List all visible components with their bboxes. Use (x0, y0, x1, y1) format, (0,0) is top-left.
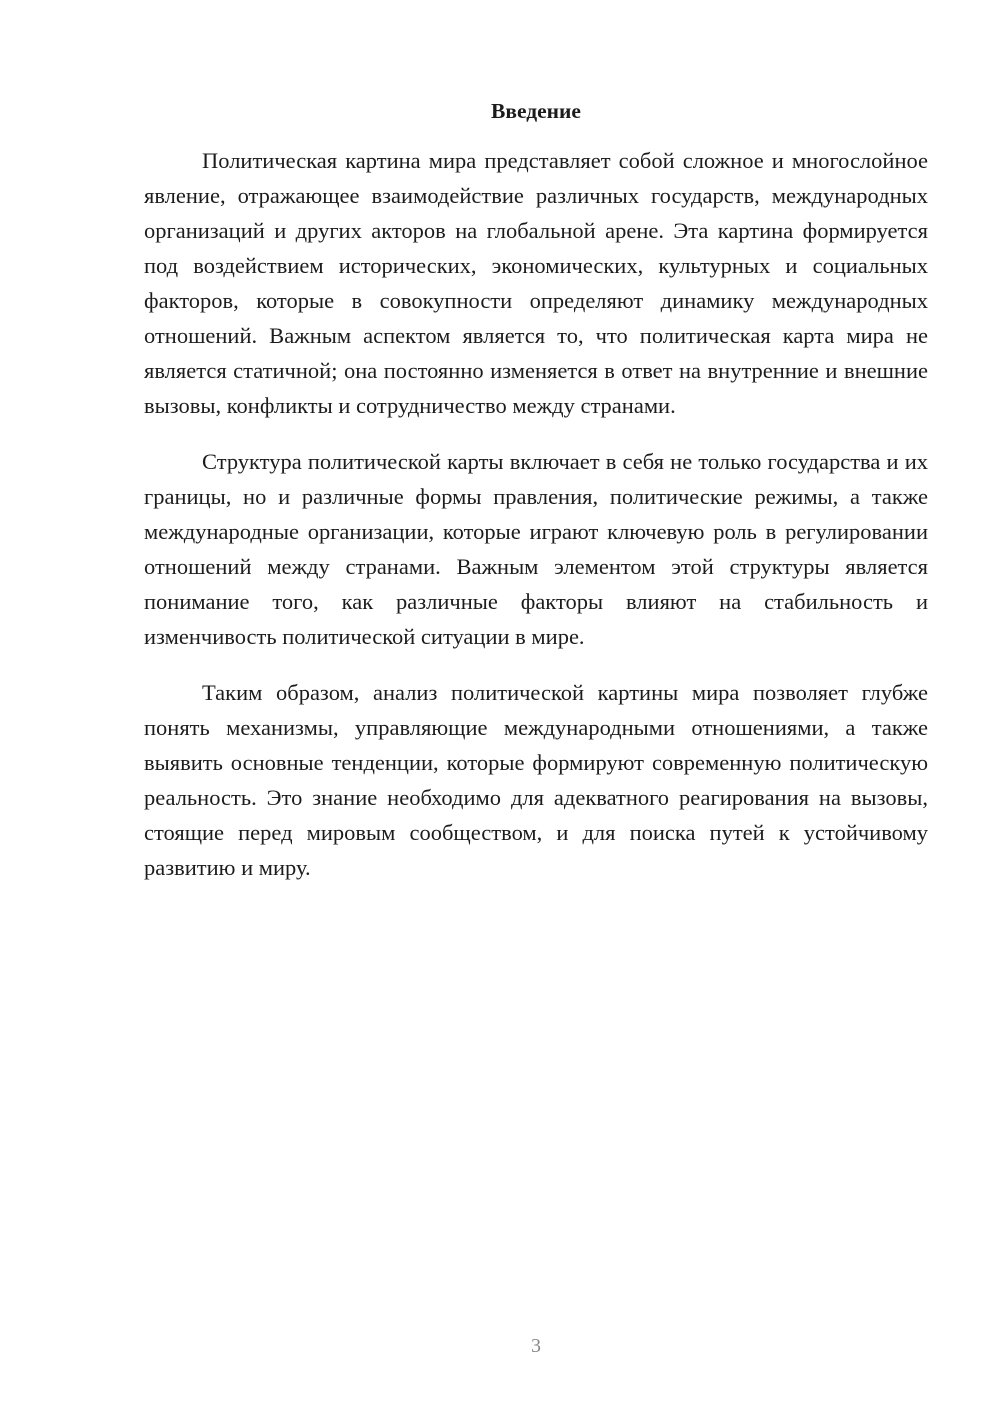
paragraph-2: Структура политической карты включает в себя не только государства и их границы, но и различные формы правления, политические режимы, а также международные организации, которые играют ключевую роль в регулировании отношений между странами. Важным элементом этой структуры является понимание того, как различные факторы влияют на стабильность и изменчивость политической ситуации в мире. (144, 449, 928, 649)
page-content (144, 96, 928, 885)
paragraph-1: Политическая картина мира представляет собой сложное и многослойное явление, отражающее взаимодействие различных государств, международных организаций и других акторов на глобальной арене. Эта картина формируется под воздействием исторических, экономических, культурных и социальных факторов, которые в совокупности определяют динамику международных отношений. Важным аспектом является то, что политическая карта мира не является статичной; она постоянно изменяется в ответ на внутренние и внешние вызовы, конфликты и сотрудничество между странами. (144, 148, 928, 418)
page-number: 3 (531, 1335, 541, 1357)
section-title: Введение (491, 99, 581, 123)
paragraph-3: Таким образом, анализ политической картины мира позволяет глубже понять механизмы, управляющие международными отношениями, а также выявить основные тенденции, которые формируют современную политическую реальность. Это знание необходимо для адекватного реагирования на вызовы, стоящие перед мировым сообществом, и для поиска путей к устойчивому развитию и миру. (144, 680, 928, 880)
